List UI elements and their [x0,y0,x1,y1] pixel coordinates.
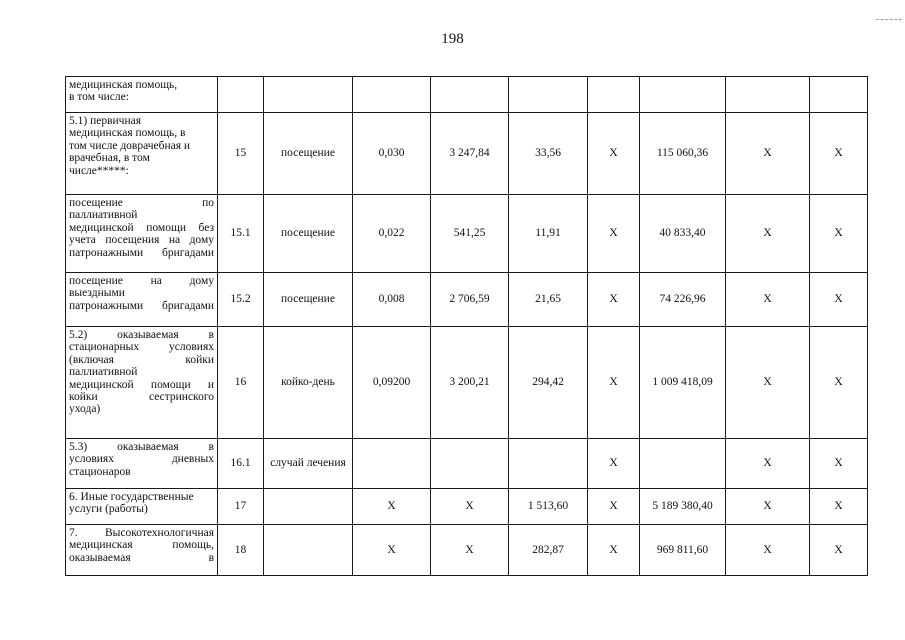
table-cell: 0,030 [353,113,431,195]
table-cell: 1 009 418,09 [640,327,726,439]
table-cell: Х [810,489,868,525]
table-cell: Х [726,195,810,273]
table-cell: Х [431,525,509,576]
table-row [66,195,868,273]
table-cell: 541,25 [431,195,509,273]
row-name-line: паллиативной [69,209,138,222]
row-name-line: патронажными бригадами [69,299,214,312]
row-name-cell [66,525,218,576]
row-name-line: 7. Высокотехнологичная [69,527,214,539]
table-cell: 1 513,60 [509,489,588,525]
table-cell: Х [588,439,640,489]
table-cell: Х [588,489,640,525]
table-cell [640,77,726,113]
table-cell [353,77,431,113]
row-name-line: ухода) [69,403,101,416]
row-name-line: медицинской помощи без [69,221,214,234]
table-cell: посещение [264,195,353,273]
table-cell: 11,91 [509,195,588,273]
table-cell [353,439,431,489]
table-cell: Х [810,525,868,576]
table-cell [218,77,264,113]
table-cell: 282,87 [509,525,588,576]
table-cell: Х [726,439,810,489]
table-cell: 969 811,60 [640,525,726,576]
row-name-cell [66,327,218,439]
table-cell: 0,022 [353,195,431,273]
row-name-cell [66,195,218,273]
table-row [66,77,868,113]
table-body [66,77,868,576]
row-name-line: (включая койки [69,353,214,366]
table-cell: посещение [264,273,353,327]
row-name-line: оказываемая в [69,551,214,564]
table-cell [810,77,868,113]
row-name-cell [66,273,218,327]
table-cell [264,77,353,113]
table-cell: Х [810,195,868,273]
row-name-line: койки сестринского [69,391,214,404]
table-cell: Х [810,327,868,439]
table-cell: койко-день [264,327,353,439]
table-cell: 17 [218,489,264,525]
table-cell: Х [726,525,810,576]
table-cell: 115 060,36 [640,113,726,195]
table-cell: Х [588,327,640,439]
row-name-line: учета посещения на дому [69,234,214,247]
row-name-cell [66,77,218,113]
table-cell: Х [588,195,640,273]
table-cell [509,439,588,489]
table-row [66,489,868,525]
row-name-line: патронажными бригадами [69,246,214,259]
row-name-cell [66,439,218,489]
table-cell: 40 833,40 [640,195,726,273]
row-name-line: числе*****: [69,164,129,177]
table-cell: Х [588,113,640,195]
table-cell: 2 706,59 [431,273,509,327]
row-name-line: выездными [69,287,125,300]
table-cell: Х [726,273,810,327]
table-cell: Х [353,525,431,576]
row-name-line: том числе доврачебная и [69,139,191,152]
table-cell: 16.1 [218,439,264,489]
row-name-line: 5.1) первичная [69,115,142,127]
table-cell [264,525,353,576]
row-name-line: медицинской помощи и [69,378,214,391]
table-row [66,113,868,195]
row-name-cell [66,113,218,195]
table-row [66,439,868,489]
corner-dashed-mark [876,19,902,20]
row-name-line: условиях дневных [69,453,214,466]
table-cell [588,77,640,113]
table-cell: Х [810,273,868,327]
row-name-line: стационарных условиях [69,341,214,354]
table-cell: Х [353,489,431,525]
row-name-line: медицинская помощь, в [69,127,186,140]
row-name-line: врачебная, в том [69,152,150,165]
row-name-cell [66,489,218,525]
row-name-line: 5.2) оказываемая в [69,329,214,341]
table-cell: Х [588,525,640,576]
table-row [66,525,868,576]
table-cell: Х [431,489,509,525]
row-name-line: в том числе: [69,91,129,104]
table-cell: 74 226,96 [640,273,726,327]
data-table [65,76,868,576]
table-cell: 16 [218,327,264,439]
row-name-line: посещение по [69,197,214,209]
table-cell [640,439,726,489]
table-cell: 0,008 [353,273,431,327]
table-cell: 15.2 [218,273,264,327]
table-cell: 15 [218,113,264,195]
table-cell: 21,65 [509,273,588,327]
row-name-line: 6. Иные государственные [69,491,194,503]
table-cell: 294,42 [509,327,588,439]
table-cell: 18 [218,525,264,576]
table-cell: Х [588,273,640,327]
table-cell [264,489,353,525]
table-cell: 5 189 380,40 [640,489,726,525]
table-cell: Х [726,327,810,439]
table-cell: 3 200,21 [431,327,509,439]
table-cell: 0,09200 [353,327,431,439]
table-cell: 3 247,84 [431,113,509,195]
row-name-line: медицинская помощь, [69,539,214,552]
table-cell: Х [726,489,810,525]
row-name-line: паллиативной [69,366,138,379]
table-cell [509,77,588,113]
table-cell [431,439,509,489]
table-cell: 33,56 [509,113,588,195]
table-cell: случай лечения [264,439,353,489]
table-cell: Х [810,113,868,195]
row-name-line: медицинская помощь, [69,79,178,91]
table-cell [431,77,509,113]
table-cell: Х [726,113,810,195]
table-cell: Х [810,439,868,489]
table-cell: посещение [264,113,353,195]
table-row [66,273,868,327]
page-number: 198 [441,31,464,47]
table-cell [726,77,810,113]
row-name-line: 5.3) оказываемая в [69,441,214,453]
row-name-line: услуги (работы) [69,503,148,516]
row-name-line: стационаров [69,465,131,478]
row-name-line: посещение на дому [69,275,214,287]
table-cell: 15.1 [218,195,264,273]
table-row [66,327,868,439]
